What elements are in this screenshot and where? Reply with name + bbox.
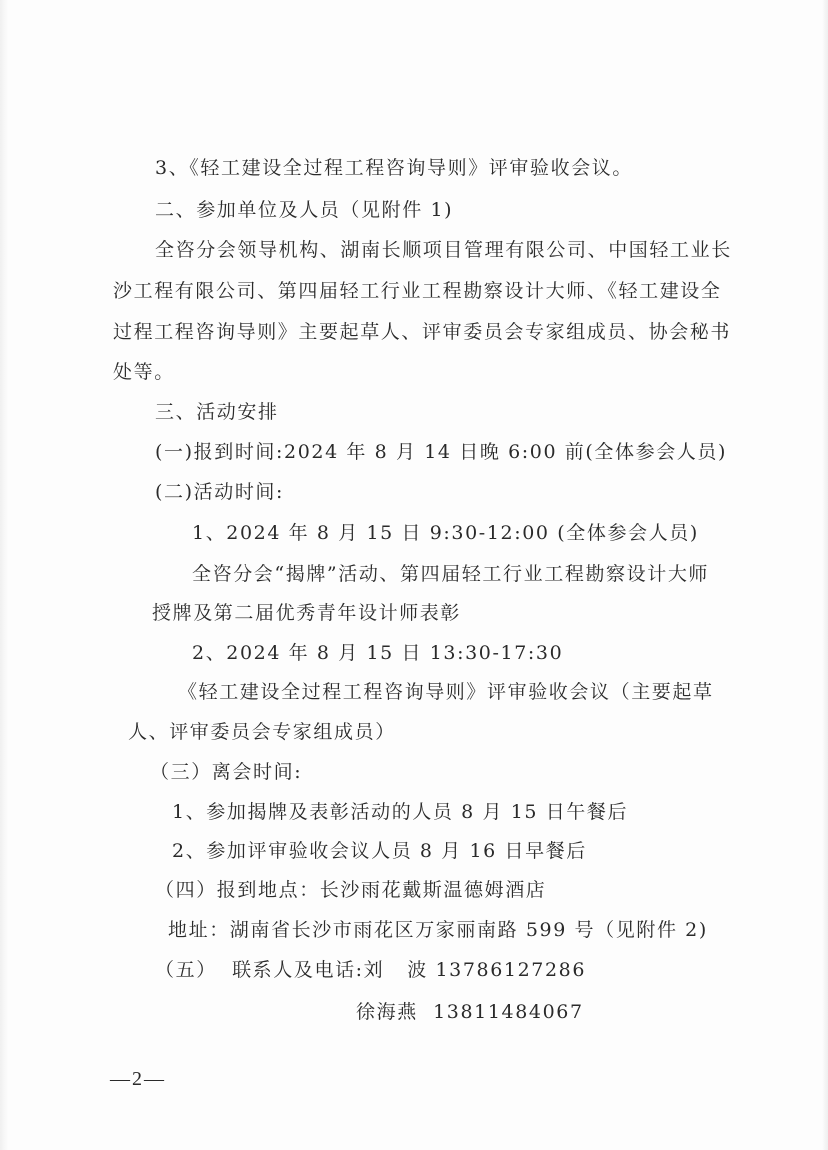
activity-1-time: 1、2024 年 8 月 15 日 9:30-12:00 (全体参会人员) — [192, 522, 699, 544]
subheading-departure-time: （三）离会时间: — [150, 761, 303, 783]
activity-1-desc-line-2: 授牌及第二届优秀青年设计师表彰 — [152, 602, 462, 624]
participants-paragraph-line-2: 沙工程有限公司、第四届轻工行业工程勘察设计大师、《轻工建设全 — [113, 280, 722, 302]
participants-paragraph-line-3: 过程工程咨询导则》主要起草人、评审委员会专家组成员、协会秘书 — [113, 321, 732, 343]
departure-item-1: 1、参加揭牌及表彰活动的人员 8 月 15 日午餐后 — [172, 801, 629, 823]
participants-paragraph-line-4: 处等。 — [113, 361, 175, 383]
activity-1-desc-line-1: 全咨分会“揭牌”活动、第四届轻工行业工程勘察设计大师 — [192, 563, 710, 585]
checkin-time: (一)报到时间:2024 年 8 月 14 日晚 6:00 前(全体参会人员) — [155, 441, 728, 463]
page-number: —2— — [110, 1068, 166, 1090]
departure-item-2: 2、参加评审验收会议人员 8 月 16 日早餐后 — [172, 840, 587, 862]
activity-2-time: 2、2024 年 8 月 15 日 13:30-17:30 — [192, 642, 564, 664]
address: 地址：湖南省长沙市雨花区万家丽南路 599 号（见附件 2) — [168, 919, 708, 941]
contact-line-1: （五） 联系人及电话:刘 波 13786127286 — [155, 959, 587, 981]
activity-2-desc-line-1: 《轻工建设全过程工程咨询导则》评审验收会议（主要起草 — [178, 681, 714, 703]
participants-paragraph-line-1: 全咨分会领导机构、湖南长顺项目管理有限公司、中国轻工业长 — [155, 239, 732, 261]
subheading-activity-time: (二)活动时间: — [155, 481, 285, 503]
checkin-location: （四）报到地点：长沙雨花戴斯温德姆酒店 — [155, 879, 547, 901]
section-heading-schedule: 三、活动安排 — [155, 401, 279, 423]
section-heading-participants: 二、参加单位及人员（见附件 1) — [155, 199, 454, 221]
activity-2-desc-line-2: 人、评审委员会专家组成员） — [128, 721, 396, 743]
page-edge-right — [822, 0, 828, 1150]
page-edge-left — [0, 0, 8, 1150]
line-meeting-item-3: 3、《轻工建设全过程工程咨询导则》评审验收会议。 — [155, 157, 633, 179]
contact-line-2: 徐海燕 13811484067 — [356, 1001, 584, 1023]
